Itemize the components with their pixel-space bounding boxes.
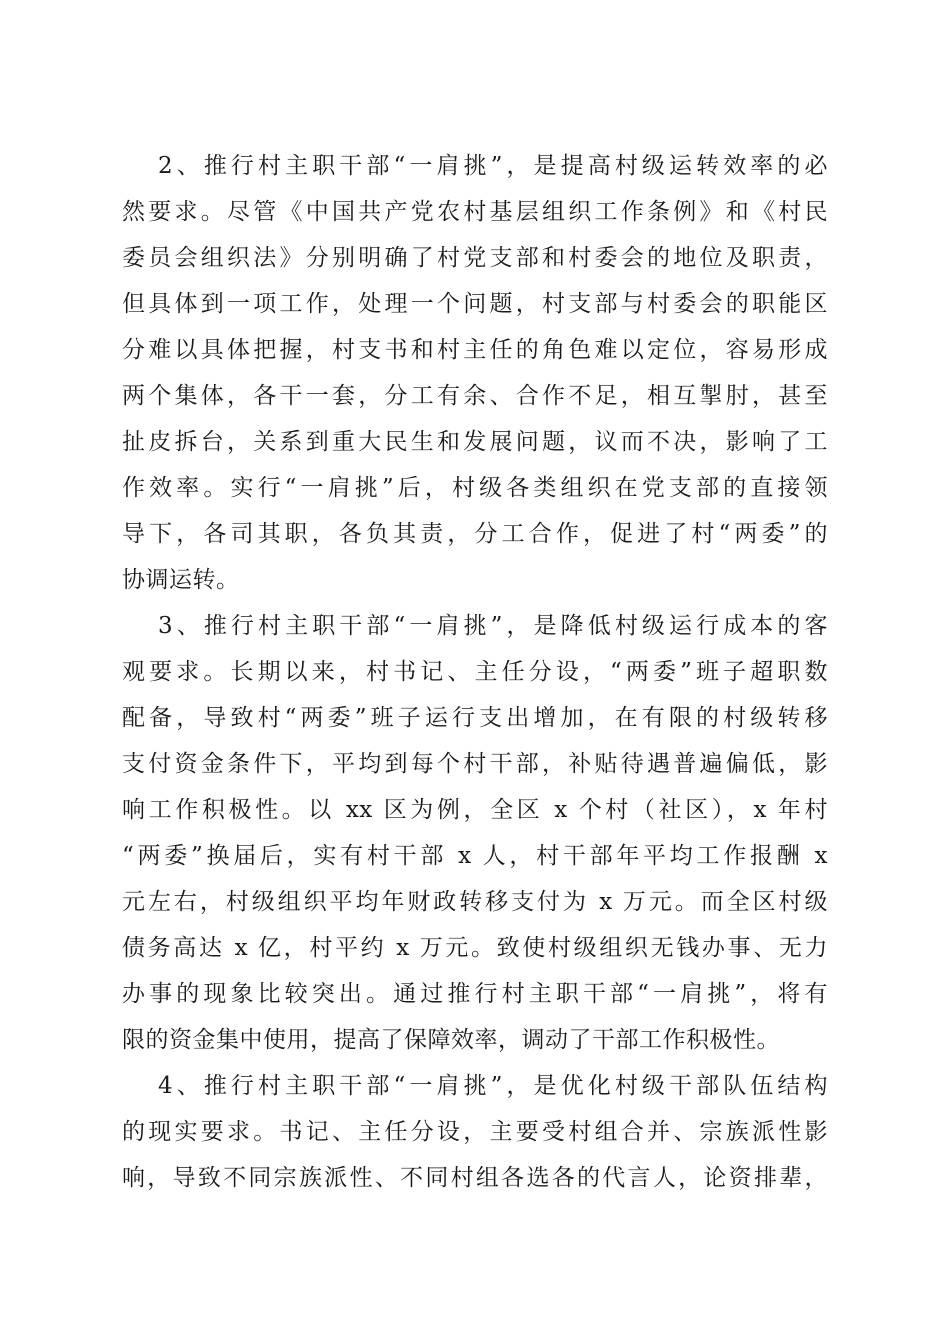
- para-2-line-1: 2、推行村主职干部“一肩挑”，是提高村级运转效率的必: [158, 153, 828, 179]
- para-2-line-4: 但具体到一项工作，处理一个问题，村支部与村委会的职能区: [122, 291, 828, 317]
- para-3-line-6: “两委”换届后，实有村干部 x 人，村干部年平均工作报酬 x: [122, 843, 828, 869]
- para-3-line-2: 观要求。长期以来，村书记、主任分设，“两委”班子超职数: [122, 659, 828, 685]
- para-3-line-3: 配备，导致村“两委”班子运行支出增加，在有限的村级转移: [122, 705, 828, 731]
- para-3-line-8: 债务高达 x 亿，村平约 x 万元。致使村级组织无钱办事、无力: [122, 935, 828, 961]
- para-2-line-10: 协调运转。: [122, 567, 240, 593]
- para-3-line-9: 办事的现象比较突出。通过推行村主职干部“一肩挑”，将有: [122, 981, 828, 1007]
- para-2-line-7: 扯皮拆台，关系到重大民生和发展问题，议而不决，影响了工: [122, 429, 828, 455]
- para-4-line-3: 响，导致不同宗族派性、不同村组各选各的代言人，论资排辈，: [122, 1165, 828, 1191]
- para-3-line-1: 3、推行村主职干部“一肩挑”，是降低村级运行成本的客: [158, 613, 828, 639]
- para-2-line-8: 作效率。实行“一肩挑”后，村级各类组织在党支部的直接领: [122, 475, 828, 501]
- para-2-line-2: 然要求。尽管《中国共产党农村基层组织工作条例》和《村民: [122, 199, 828, 225]
- para-3-line-7: 元左右，村级组织平均年财政转移支付为 x 万元。而全区村级: [122, 889, 828, 915]
- para-3-line-5: 响工作积极性。以 xx 区为例，全区 x 个村（社区），x 年村: [122, 797, 828, 823]
- para-2-line-3: 委员会组织法》分别明确了村党支部和村委会的地位及职责，: [122, 245, 828, 271]
- para-3-line-4: 支付资金条件下，平均到每个村干部，补贴待遇普遍偏低，影: [122, 751, 828, 777]
- para-4-line-1: 4、推行村主职干部“一肩挑”，是优化村级干部队伍结构: [158, 1073, 828, 1099]
- para-4-line-2: 的现实要求。书记、主任分设，主要受村组合并、宗族派性影: [122, 1119, 828, 1145]
- para-2-line-6: 两个集体，各干一套，分工有余、合作不足，相互掣肘，甚至: [122, 383, 828, 409]
- para-3-line-10: 限的资金集中使用，提高了保障效率，调动了干部工作积极性。: [122, 1027, 780, 1053]
- para-2-line-5: 分难以具体把握，村支书和村主任的角色难以定位，容易形成: [122, 337, 828, 363]
- para-2-line-9: 导下，各司其职，各负其责，分工合作，促进了村“两委”的: [122, 521, 828, 547]
